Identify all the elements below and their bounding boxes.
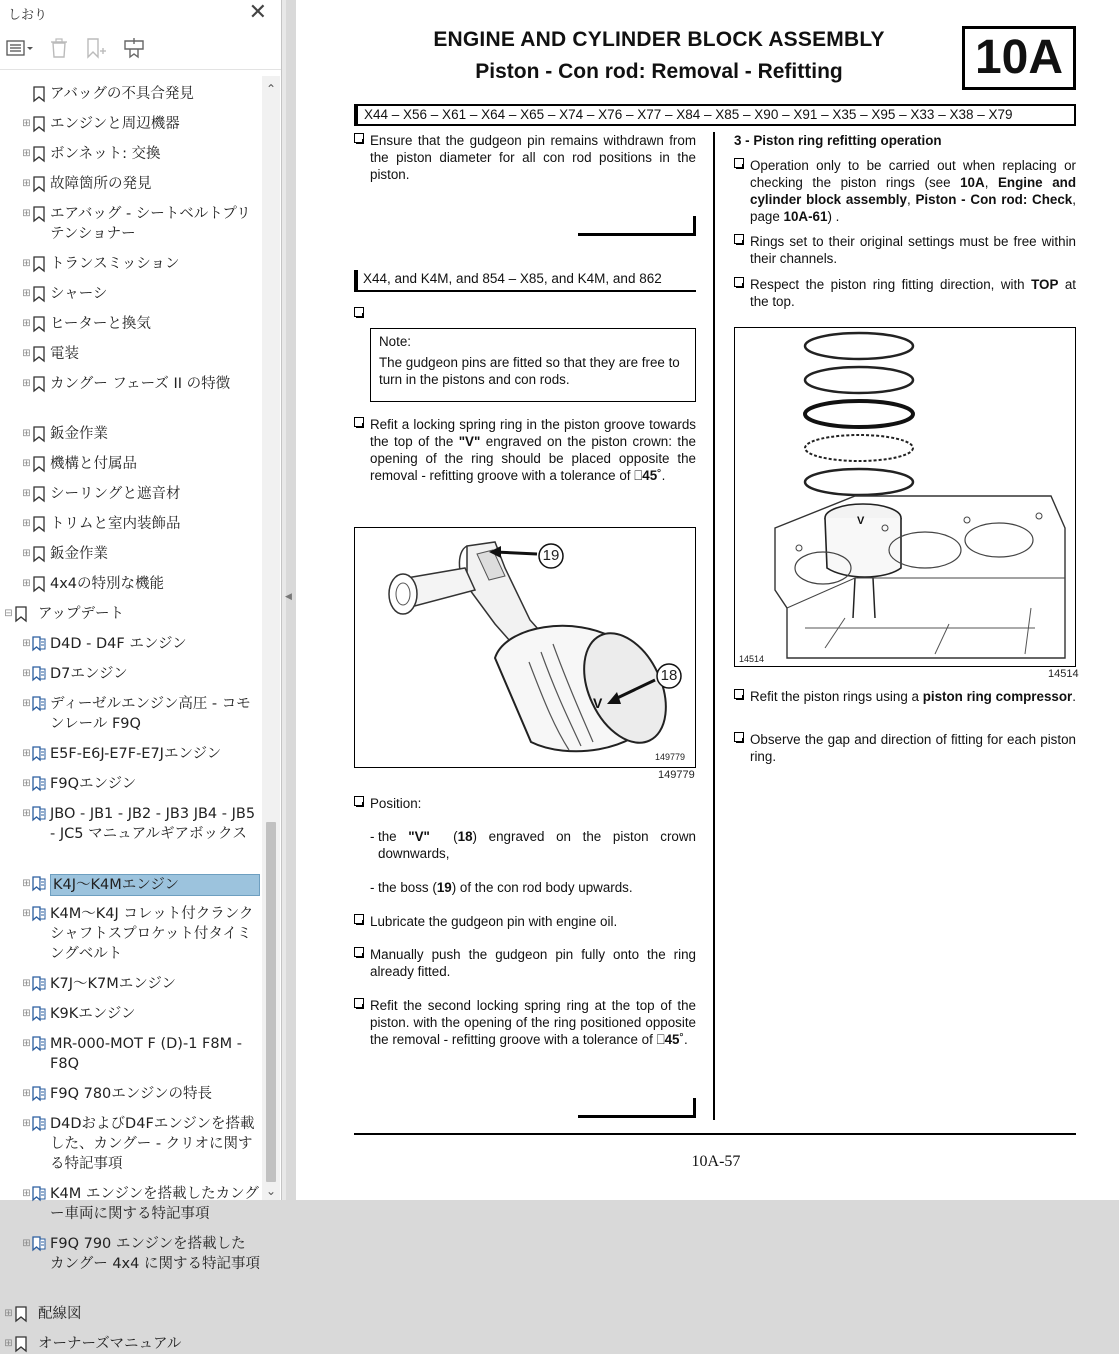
expand-icon[interactable]: ⊞ [22,288,31,299]
expand-icon[interactable]: ⊞ [22,518,31,529]
engine-variant-bar: X44, and K4M, and 854 – X85, and K4M, and 862 [354,270,696,292]
bookmark-item[interactable] [0,744,262,764]
text-run: Refit a locking spring ring in the piston groove towards the top of the [370,417,696,449]
bookmark-item[interactable] [0,84,262,104]
bookmark-page-icon [32,1186,46,1202]
bookmark-item[interactable] [0,904,262,964]
text-run-bold: Piston - Con rod: Check [915,192,1073,207]
dash: - [370,880,375,895]
step-end-marker-vertical [693,1098,696,1118]
section-heading: 3 - Piston ring refitting operation [734,133,942,148]
figure-inner-number: 149779 [655,752,686,762]
bookmark-page-icon [32,1116,46,1132]
expand-icon[interactable]: ⊞ [22,378,31,389]
expand-icon[interactable]: ⊞ [4,1308,13,1319]
bookmark-label[interactable]: 機構と付属品 [50,456,137,472]
bookmark-item[interactable] [0,974,262,994]
bullet-text: Rings set to their original settings must be free within their channels. [750,234,1076,266]
bookmark-label[interactable]: F9Q 790 エンジンを搭載したカングー 4x4 に関する特記事項 [50,1236,260,1272]
bullet-second-ring [354,997,696,1048]
bookmark-label[interactable]: K7J〜K7Mエンジン [50,976,177,992]
bookmark-page-icon [32,776,46,792]
position-item-boss [370,879,696,896]
bookmark-page-icon [32,696,46,712]
bookmark-icon [32,376,46,392]
scroll-up-icon[interactable]: ⌃ [265,82,277,96]
text-run: ⎕ [656,1032,665,1047]
bookmark-label[interactable]: 電装 [50,346,79,362]
checkbox-bullet-icon [354,796,364,806]
bookmark-label[interactable]: F9Q 780エンジンの特長 [50,1086,213,1102]
bookmark-label[interactable]: トリムと室内装飾品 [50,516,181,532]
bookmark-item[interactable] [0,374,262,414]
bookmark-label[interactable]: F9Qエンジン [50,776,137,792]
svg-text:V: V [857,515,865,527]
text-run-bold: 10A [960,175,985,190]
checkbox-bullet-icon [354,133,364,143]
bullet-text: Manually push the gudgeon pin fully onto the ring already fitted. [370,947,696,979]
bookmark-item[interactable] [0,664,262,684]
bookmark-icon [32,146,46,162]
bookmark-page-icon [32,1236,46,1252]
bookmark-icon [32,486,46,502]
bullet-lubricate [354,913,696,930]
expand-icon[interactable]: ⊞ [22,978,31,989]
bookmark-label[interactable]: ディーゼルエンジン高圧 - コモンレール F9Q [50,696,251,732]
expand-icon[interactable]: ⊞ [22,698,31,709]
step-end-marker [578,233,696,236]
text-run: engraved on the piston crown: the opening of the ring should be placed opposite the removal - refitting groove with a tolerance of [370,434,696,483]
bookmark-item[interactable] [0,804,262,864]
bookmark-label[interactable]: 故障箇所の発見 [50,176,152,192]
text-run-bold: piston ring compressor [922,689,1073,704]
expand-icon[interactable]: ⊞ [22,1008,31,1019]
bookmark-label[interactable]: 4x4の特別な機能 [50,576,165,592]
bookmark-label[interactable]: K4M〜K4J コレット付クランクシャフトスプロケット付タイミングベルト [50,906,254,962]
text-run-bold: 10A-61 [783,209,828,224]
expand-icon[interactable]: ⊞ [22,578,31,589]
text-run: ( [453,829,458,844]
step-end-marker-vertical [693,216,696,236]
text-run: ⎕ [634,468,643,483]
bookmark-icon [32,86,46,102]
bookmark-label[interactable]: アップデート [38,606,124,622]
bookmark-icon [14,1336,28,1352]
text-run: the [378,829,409,844]
text-run: , [906,192,916,207]
figure-number: 149779 [658,769,695,781]
bookmark-icon [32,316,46,332]
bookmark-icon [32,576,46,592]
bookmark-page-icon [32,636,46,652]
checkbox-bullet-icon [734,689,744,699]
bookmark-label[interactable]: シャーシ [50,286,108,302]
scroll-down-icon[interactable]: ⌄ [265,1184,277,1198]
bookmark-item[interactable] [0,514,262,534]
expand-icon[interactable]: ⊞ [22,1238,31,1249]
bookmark-icon [32,346,46,362]
bookmark-search-icon [122,37,148,59]
bullet-rings-free [734,233,1076,267]
svg-text:V: V [593,695,603,711]
bullet-refit-locking-ring [354,416,696,484]
page-subtitle: Piston - Con rod: Removal - Refitting [475,60,843,83]
text-run: , [984,175,998,190]
bookmark-label[interactable]: 鈑金作業 [50,546,108,562]
text-run: . [1072,689,1076,704]
bookmark-page-icon [32,806,46,822]
delete-bookmark-button[interactable] [48,37,70,59]
vehicle-variants-bar: X44 – X56 – X61 – X64 – X65 – X74 – X76 – X77 – X84 – X85 – X90 – X91 – X35 – X95 – X33 – X38 – X79 [354,104,1076,126]
checkbox-bullet-icon [354,417,364,427]
text-run-bold: Engine and cylinder block assembly [750,175,1076,207]
expand-icon[interactable]: ⊞ [22,668,31,679]
bookmark-label[interactable]: 配線図 [38,1306,82,1322]
bookmark-item[interactable] [0,284,262,304]
bookmark-item[interactable] [0,484,262,504]
text-run: ) engraved on the piston crown downwards, [378,829,696,861]
figure-piston-rings-block [734,327,1076,667]
piston-rings-drawing [735,328,1077,668]
bookmark-page-icon [32,876,46,892]
bookmark-icon [32,116,46,132]
bookmark-item[interactable] [0,1034,262,1074]
bullet-push-pin [354,946,696,980]
collapse-panel-icon[interactable]: ◀ [285,592,292,602]
bookmark-item[interactable] [0,114,262,134]
section-code-box: 10A [962,26,1076,90]
bookmark-tree [0,76,262,1352]
figure-inner-number: 14514 [739,654,765,664]
text-run-bold: 19 [436,880,452,895]
trash-icon [48,37,70,59]
bookmark-label[interactable]: K4J〜K4Mエンジン [50,874,260,896]
scroll-thumb[interactable] [266,822,276,1182]
bookmark-page-icon [32,1086,46,1102]
expand-icon[interactable]: ⊞ [22,348,31,359]
bookmark-icon [14,1306,28,1322]
expand-icon[interactable]: ⊞ [22,1038,31,1049]
bookmark-icon [32,206,46,222]
bookmark-page-icon [32,1036,46,1052]
bullet-refit-rings [734,688,1076,705]
bookmarks-panel [0,0,282,1352]
expand-icon[interactable]: ⊞ [22,118,31,129]
bookmark-item[interactable] [0,1114,262,1174]
new-bookmark-button[interactable] [84,37,108,59]
bullet-text: Ensure that the gudgeon pin remains withdrawn from the piston diameter for all con rod positions in the piston. [370,133,696,182]
callout-18: 18 [660,667,678,684]
find-bookmark-button[interactable] [122,37,148,59]
checkbox-bullet-icon [354,914,364,924]
expand-icon[interactable]: ⊞ [22,638,31,649]
bookmark-item[interactable] [0,1084,262,1104]
collapse-icon[interactable]: ⊟ [4,608,13,619]
expand-icon[interactable]: ⊞ [22,428,31,439]
bookmark-page-icon [32,666,46,682]
options-menu-button[interactable] [6,39,34,57]
bookmarks-toolbar [0,26,281,70]
dash: - [370,829,375,844]
bookmark-label[interactable]: 鈑金作業 [50,426,108,442]
bookmark-label[interactable]: K9Kエンジン [50,1006,136,1022]
bookmark-label[interactable]: シーリングと遮音材 [50,486,181,502]
bookmark-icon [32,456,46,472]
bookmark-label[interactable]: エンジンと周辺機器 [50,116,180,132]
checkbox-bullet-icon [354,947,364,957]
column-divider [713,132,715,1120]
con-rod-piston-drawing [355,528,697,769]
text-run: ˚. [657,468,666,483]
page-title: ENGINE AND CYLINDER BLOCK ASSEMBLY [433,28,885,51]
bookmark-item[interactable] [0,144,262,164]
text-run-bold: "V" [408,829,430,844]
text-run: Respect the piston ring fitting direction, with [750,277,1032,292]
bookmark-item[interactable] [0,454,262,474]
expand-icon[interactable]: ⊞ [4,1338,13,1349]
bookmark-item[interactable] [0,694,262,734]
bookmark-item[interactable] [0,344,262,364]
bookmark-label[interactable]: D4DおよびD4Fエンジンを搭載した、カングー - クリオに関する特記事項 [50,1116,255,1172]
bookmark-label[interactable]: アバッグの不具合発見 [50,86,194,102]
bookmark-icon [32,176,46,192]
bookmark-page-icon [32,1006,46,1022]
page-number: 10A-57 [691,1153,741,1170]
bookmark-icon [32,286,46,302]
bullet-text: Observe the gap and direction of fitting for each piston ring. [750,732,1076,764]
expand-icon[interactable]: ⊞ [22,748,31,759]
text-run: the boss ( [378,880,437,895]
checkbox-bullet-icon [734,732,744,742]
bookmark-label[interactable]: E5F-E6J-E7F-E7Jエンジン [50,746,222,762]
bookmark-item[interactable] [0,204,262,244]
bookmark-item[interactable] [0,1334,262,1354]
expand-icon[interactable]: ⊞ [22,488,31,499]
bullet-text: Lubricate the gudgeon pin with engine oil. [370,914,618,929]
expand-icon[interactable]: ⊞ [22,1088,31,1099]
bookmark-label[interactable]: K4M エンジンを搭載したカングー車両に関する特記事項 [50,1186,259,1222]
position-item-v [370,828,696,862]
empty-bullet [354,306,368,320]
expand-icon[interactable]: ⊞ [22,1188,31,1199]
bookmark-label[interactable]: JBO - JB1 - JB2 - JB3 JB4 - JB5 - JC5 マニュアルギアボックス [50,806,256,842]
text-run: at the top. [750,277,1077,309]
expand-icon[interactable]: ⊞ [22,908,31,919]
bookmark-label[interactable]: ボンネット: 交換 [50,146,161,162]
bullet-position [354,795,696,812]
text-run-bold: 45 [664,1032,680,1047]
bookmarks-header [0,0,281,26]
expand-icon[interactable]: ⊞ [22,148,31,159]
bookmark-item[interactable] [0,1234,262,1294]
expand-icon[interactable]: ⊞ [22,1118,31,1129]
text-run-bold: TOP [1031,277,1059,292]
bookmark-item[interactable] [0,174,262,194]
bookmark-item[interactable] [0,1004,262,1024]
bullet-text: Position: [370,796,422,811]
bookmark-item[interactable] [0,1304,262,1324]
checkbox-bullet-icon [734,234,744,244]
bookmark-icon [32,516,46,532]
bookmark-item[interactable] [0,424,262,444]
text-run-bold: "V" [458,434,481,449]
text-run: Refit the piston rings using a [750,689,923,704]
bookmark-item[interactable] [0,254,262,274]
bookmark-item[interactable] [0,874,262,894]
checkbox-bullet-icon [354,307,364,317]
text-run-bold: 45 [642,468,658,483]
expand-icon[interactable]: ⊞ [22,318,31,329]
bookmark-item[interactable] [0,314,262,334]
expand-icon[interactable]: ⊞ [22,548,31,559]
step-end-marker [578,1115,696,1118]
text-run: Refit the second locking spring ring at the top of the piston. with the opening of the ring positioned opposite the removal - refitting groove with a tolerance of [370,998,696,1047]
figure-number: 14514 [1048,668,1079,680]
checkbox-bullet-icon [734,158,744,168]
bookmark-icon [32,256,46,272]
expand-icon[interactable]: ⊞ [22,208,31,219]
add-bookmark-icon [84,37,108,59]
expand-icon[interactable]: ⊞ [22,878,31,889]
bookmark-icon [32,426,46,442]
text-run: Operation only to be carried out when replacing or checking the piston rings (see [750,158,1076,190]
text-run-bold: 18 [457,829,473,844]
bookmarks-scrollbar[interactable] [262,76,280,1200]
text-run: ) . [827,209,840,224]
note-text: The gudgeon pins are fitted so that they are free to turn in the pistons and con rods. [379,355,680,387]
callout-19: 19 [542,547,560,564]
footer-rule [354,1133,1076,1135]
expand-icon[interactable]: ⊞ [22,258,31,269]
text-run: , page [750,192,1076,224]
checkbox-bullet-icon [354,998,364,1008]
figure-con-rod-piston [354,527,696,768]
bookmark-item[interactable] [0,604,262,624]
expand-icon[interactable]: ⊞ [22,808,31,819]
bookmark-page-icon [32,976,46,992]
expand-icon[interactable]: ⊞ [22,778,31,789]
bookmark-label[interactable]: カングー フェーズ II の特徴 [50,376,231,392]
bullet-top-direction [734,276,1076,310]
bookmark-label[interactable]: ヒーターと換気 [50,316,151,332]
checkbox-bullet-icon [734,277,744,287]
document-page [296,0,1119,1200]
bookmark-item[interactable] [0,774,262,794]
bookmark-page-icon [32,906,46,922]
bookmarks-title: しおり [8,7,48,23]
bookmark-item[interactable] [0,634,262,654]
text-run: ) of the con rod body upwards. [451,880,633,895]
bookmark-label[interactable]: オーナーズマニュアル [38,1336,182,1352]
text-run: ˚. [679,1032,688,1047]
bookmark-label[interactable]: D4D - D4F エンジン [50,636,187,652]
bookmark-label[interactable]: エアバッグ - シートベルトプリテンショナー [50,206,251,242]
bookmark-item[interactable] [0,574,262,594]
close-icon[interactable]: ✕ [248,0,267,25]
bullet-gudgeon-withdrawn [354,132,696,183]
bookmark-icon [14,606,28,622]
bookmark-label[interactable]: D7エンジン [50,666,128,682]
bookmark-item[interactable] [0,544,262,564]
expand-icon[interactable]: ⊞ [22,458,31,469]
bullet-operation-only [734,157,1076,225]
bookmark-page-icon [32,746,46,762]
bookmark-icon [32,546,46,562]
bookmark-label[interactable]: トランスミッション [50,256,180,272]
note-title: Note: [379,334,412,349]
note-box [370,328,696,402]
bookmark-label[interactable]: MR-000-MOT F (D)-1 F8M - F8Q [50,1036,242,1072]
expand-icon[interactable]: ⊞ [22,178,31,189]
bullet-observe-gap [734,731,1076,765]
bookmark-item[interactable] [0,1184,262,1224]
list-options-icon [6,39,34,57]
